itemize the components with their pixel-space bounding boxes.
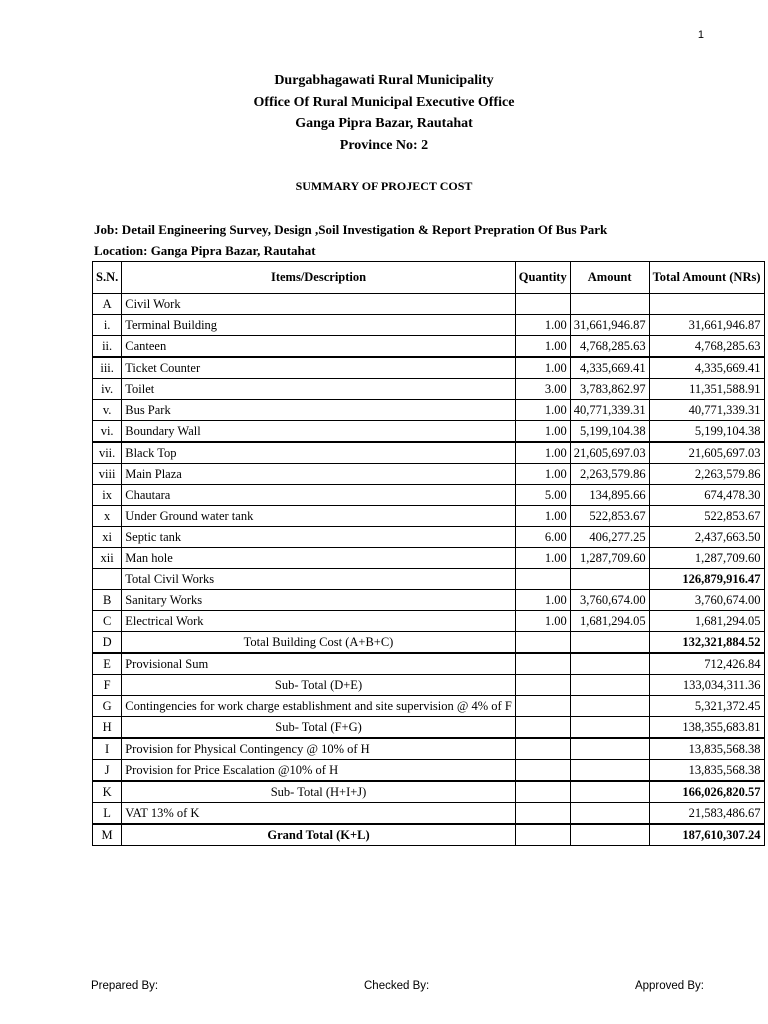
cell-quantity: 1.00 [515, 336, 570, 358]
office-address: Ganga Pipra Bazar, Rautahat [295, 116, 473, 131]
cell-quantity [515, 696, 570, 717]
table-row-subtotal [93, 632, 765, 654]
cell-total: 138,355,683.81 [649, 717, 764, 739]
table-row [93, 379, 765, 400]
location: Location: Ganga Pipra Bazar, Rautahat [94, 243, 316, 258]
table-row [93, 527, 765, 548]
table-row [93, 738, 765, 760]
cell-sn: H [93, 717, 122, 739]
cell-amount [570, 294, 649, 315]
header-quantity: Quantity [515, 262, 570, 294]
cell-sn: v. [93, 400, 122, 421]
cell-description: Under Ground water tank [122, 506, 516, 527]
cell-amount [570, 738, 649, 760]
table-row-subtotal [93, 781, 765, 803]
cell-sn: xii [93, 548, 122, 569]
cell-amount: 3,783,862.97 [570, 379, 649, 400]
table-row [93, 294, 765, 315]
summary-title: SUMMARY OF PROJECT COST [295, 179, 473, 193]
table-header-row [93, 262, 765, 294]
cell-amount [570, 824, 649, 846]
table-row [93, 357, 765, 379]
table-row-grand-total [93, 824, 765, 846]
cell-total: 166,026,820.57 [649, 781, 764, 803]
cell-quantity [515, 803, 570, 825]
header-sn: S.N. [93, 262, 122, 294]
cell-total: 674,478.30 [649, 485, 764, 506]
cell-quantity: 6.00 [515, 527, 570, 548]
cell-sn [93, 569, 122, 590]
cell-description: Boundary Wall [122, 421, 516, 443]
cell-description: Septic tank [122, 527, 516, 548]
cell-amount [570, 760, 649, 782]
cell-quantity [515, 760, 570, 782]
table-row [93, 803, 765, 825]
cell-amount: 5,199,104.38 [570, 421, 649, 443]
cell-total: 3,760,674.00 [649, 590, 764, 611]
cell-description: Provisional Sum [122, 653, 516, 675]
cell-description: Grand Total (K+L) [122, 824, 516, 846]
cell-quantity: 1.00 [515, 400, 570, 421]
job-description: Job: Detail Engineering Survey, Design ,Soil Investigation & Report Prepration Of Bus Park [94, 222, 608, 237]
cell-amount [570, 717, 649, 739]
cell-total: 13,835,568.38 [649, 738, 764, 760]
cell-sn: iv. [93, 379, 122, 400]
cell-description: Sanitary Works [122, 590, 516, 611]
cell-description: Man hole [122, 548, 516, 569]
cell-amount: 40,771,339.31 [570, 400, 649, 421]
cell-total: 11,351,588.91 [649, 379, 764, 400]
cell-description: Sub- Total (D+E) [122, 675, 516, 696]
checked-by-label: Checked By: [364, 980, 430, 992]
cell-description: Contingencies for work charge establishment and site supervision @ 4% of F [122, 696, 516, 717]
cell-sn: x [93, 506, 122, 527]
cell-sn: ix [93, 485, 122, 506]
table-row-subtotal [93, 675, 765, 696]
cell-description: Bus Park [122, 400, 516, 421]
cell-sn: vii. [93, 442, 122, 464]
cell-description: Toilet [122, 379, 516, 400]
cell-sn: xi [93, 527, 122, 548]
cell-quantity [515, 569, 570, 590]
cell-amount: 1,287,709.60 [570, 548, 649, 569]
cell-sn: ii. [93, 336, 122, 358]
cell-description: Provision for Price Escalation @10% of H [122, 760, 516, 782]
table-row [93, 590, 765, 611]
cell-quantity [515, 294, 570, 315]
cell-amount: 31,661,946.87 [570, 315, 649, 336]
cell-total: 1,287,709.60 [649, 548, 764, 569]
cell-amount [570, 653, 649, 675]
cell-quantity: 1.00 [515, 506, 570, 527]
cell-quantity: 1.00 [515, 315, 570, 336]
cell-total: 31,661,946.87 [649, 315, 764, 336]
cell-total [649, 294, 764, 315]
cell-description: Sub- Total (F+G) [122, 717, 516, 739]
cell-quantity [515, 675, 570, 696]
cell-sn: vi. [93, 421, 122, 443]
prepared-by-label: Prepared By: [91, 980, 159, 992]
cell-total: 5,199,104.38 [649, 421, 764, 443]
cell-description: Chautara [122, 485, 516, 506]
cell-quantity [515, 717, 570, 739]
cell-amount [570, 675, 649, 696]
province: Province No: 2 [339, 137, 429, 153]
cell-description: Electrical Work [122, 611, 516, 632]
cell-quantity: 1.00 [515, 442, 570, 464]
cell-quantity [515, 632, 570, 654]
cell-amount: 134,895.66 [570, 485, 649, 506]
cell-description: Main Plaza [122, 464, 516, 485]
cell-amount: 21,605,697.03 [570, 442, 649, 464]
cell-amount: 4,335,669.41 [570, 357, 649, 379]
table-row [93, 421, 765, 443]
table-row [93, 442, 765, 464]
cell-total: 13,835,568.38 [649, 760, 764, 782]
cell-quantity [515, 824, 570, 846]
cell-amount [570, 781, 649, 803]
document-header [0, 70, 768, 156]
cell-sn: viii [93, 464, 122, 485]
cell-total: 40,771,339.31 [649, 400, 764, 421]
project-cost-table [92, 261, 765, 846]
table-row [93, 548, 765, 569]
table-row [93, 760, 765, 782]
cell-sn: L [93, 803, 122, 825]
cell-sn: A [93, 294, 122, 315]
cell-description: VAT 13% of K [122, 803, 516, 825]
cell-total: 4,768,285.63 [649, 336, 764, 358]
cell-quantity: 1.00 [515, 421, 570, 443]
cell-description: Black Top [122, 442, 516, 464]
cell-quantity [515, 653, 570, 675]
cell-total: 5,321,372.45 [649, 696, 764, 717]
cell-total: 712,426.84 [649, 653, 764, 675]
cell-amount [570, 569, 649, 590]
table-row [93, 506, 765, 527]
table-row [93, 485, 765, 506]
cell-total: 2,263,579.86 [649, 464, 764, 485]
header-total-amount: Total Amount (NRs) [649, 262, 764, 294]
cell-amount: 4,768,285.63 [570, 336, 649, 358]
cell-amount: 1,681,294.05 [570, 611, 649, 632]
cell-quantity: 5.00 [515, 485, 570, 506]
table-row [93, 315, 765, 336]
cell-quantity: 3.00 [515, 379, 570, 400]
cell-total: 21,583,486.67 [649, 803, 764, 825]
cell-total: 4,335,669.41 [649, 357, 764, 379]
cell-amount [570, 632, 649, 654]
cell-quantity: 1.00 [515, 464, 570, 485]
cell-description: Provision for Physical Contingency @ 10% of H [122, 738, 516, 760]
cell-amount: 406,277.25 [570, 527, 649, 548]
cell-description: Canteen [122, 336, 516, 358]
cell-description: Ticket Counter [122, 357, 516, 379]
table-row [93, 400, 765, 421]
header-description: Items/Description [122, 262, 516, 294]
cell-sn: F [93, 675, 122, 696]
cell-sn: G [93, 696, 122, 717]
cell-total: 126,879,916.47 [649, 569, 764, 590]
cell-quantity: 1.00 [515, 611, 570, 632]
cell-sn: M [93, 824, 122, 846]
cell-description: Total Civil Works [122, 569, 516, 590]
cell-sn: I [93, 738, 122, 760]
table-row [93, 464, 765, 485]
cell-quantity: 1.00 [515, 357, 570, 379]
cell-sn: K [93, 781, 122, 803]
table-row [93, 611, 765, 632]
table-row [93, 653, 765, 675]
table-row-subtotal [93, 717, 765, 739]
cell-amount [570, 696, 649, 717]
table-row [93, 696, 765, 717]
cell-sn: B [93, 590, 122, 611]
cell-description: Sub- Total (H+I+J) [122, 781, 516, 803]
office-name: Office Of Rural Municipal Executive Office [253, 94, 515, 110]
cell-description: Civil Work [122, 294, 516, 315]
cell-quantity: 1.00 [515, 548, 570, 569]
cell-amount: 2,263,579.86 [570, 464, 649, 485]
cell-amount: 3,760,674.00 [570, 590, 649, 611]
cell-sn: i. [93, 315, 122, 336]
cell-sn: iii. [93, 357, 122, 379]
cell-total: 21,605,697.03 [649, 442, 764, 464]
cell-quantity [515, 738, 570, 760]
municipality-name: Durgabhagawati Rural Municipality [274, 73, 494, 88]
cell-amount [570, 803, 649, 825]
cell-total: 522,853.67 [649, 506, 764, 527]
cell-sn: D [93, 632, 122, 654]
table-row [93, 336, 765, 358]
cell-quantity: 1.00 [515, 590, 570, 611]
cell-description: Terminal Building [122, 315, 516, 336]
table-row-subtotal [93, 569, 765, 590]
cell-total: 133,034,311.36 [649, 675, 764, 696]
cell-total: 132,321,884.52 [649, 632, 764, 654]
approved-by-label: Approved By: [634, 980, 704, 992]
header-amount: Amount [570, 262, 649, 294]
cell-description: Total Building Cost (A+B+C) [122, 632, 516, 654]
page-number: 1 [697, 29, 704, 41]
cell-total: 2,437,663.50 [649, 527, 764, 548]
cell-total: 1,681,294.05 [649, 611, 764, 632]
cell-sn: E [93, 653, 122, 675]
cell-sn: J [93, 760, 122, 782]
cell-amount: 522,853.67 [570, 506, 649, 527]
cell-quantity [515, 781, 570, 803]
cell-total: 187,610,307.24 [649, 824, 764, 846]
cell-sn: C [93, 611, 122, 632]
